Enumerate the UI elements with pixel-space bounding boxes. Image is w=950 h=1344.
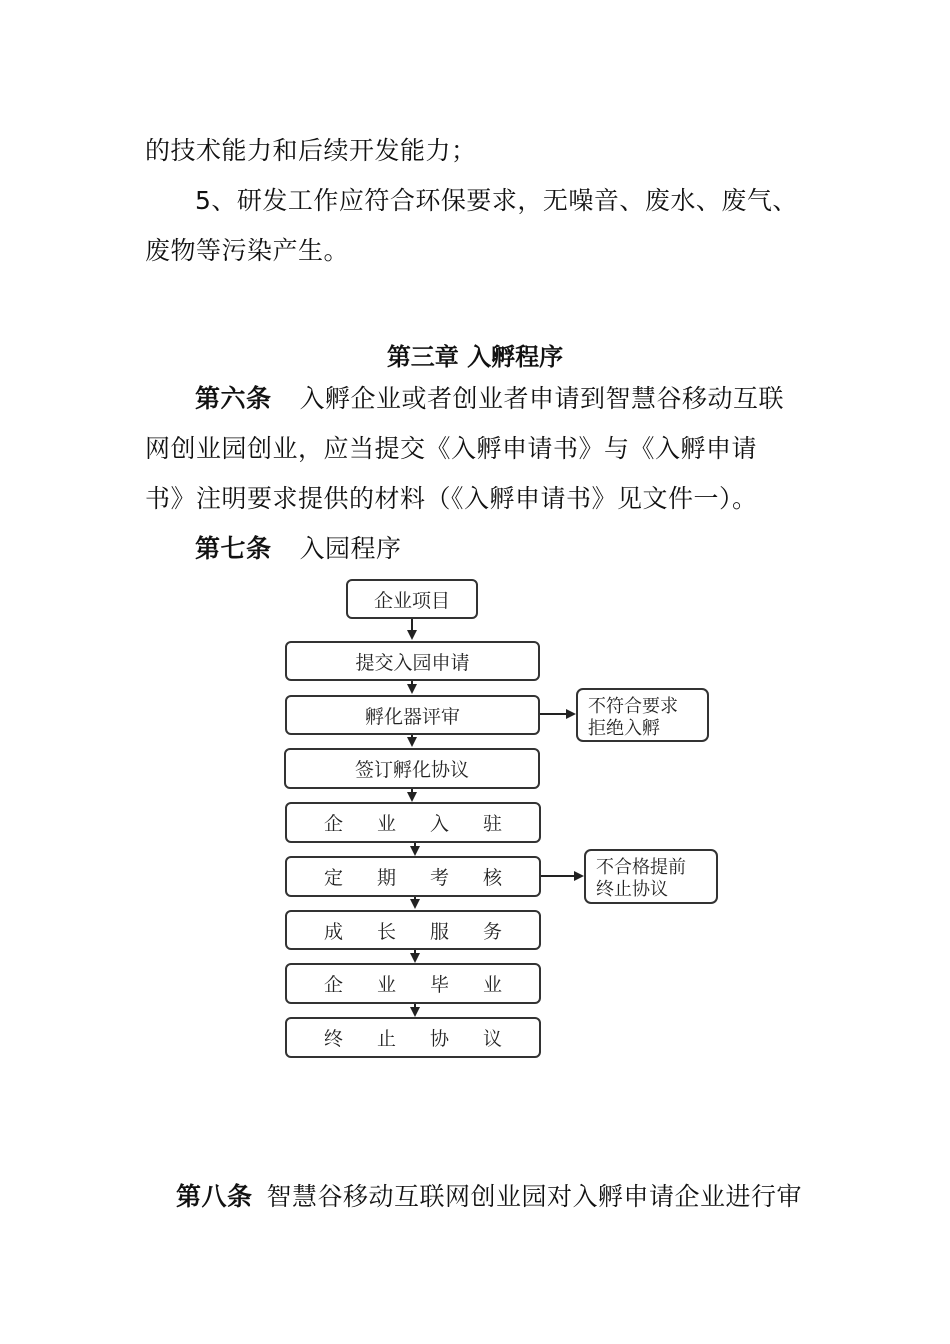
article-7-label: 第七条	[195, 534, 272, 563]
article-6-line: 网创业园创业，应当提交《入孵申请书》与《入孵申请	[145, 434, 758, 463]
flow-step: 企 业 毕 业	[285, 963, 541, 1004]
terminate-note-line: 不合格提前	[596, 857, 686, 878]
chapter-title: 第三章 入孵程序	[386, 343, 564, 371]
flow-step: 定 期 考 核	[285, 856, 541, 897]
reject-note	[576, 688, 709, 742]
flow-step: 成 长 服 务	[285, 910, 541, 950]
flow-step: 签订孵化协议	[284, 748, 540, 789]
article-6-line: 书》注明要求提供的材料（《入孵申请书》见文件一）。	[145, 484, 758, 513]
paragraph-line: 5、研发工作应符合环保要求，无噪音、废水、废气、	[195, 186, 798, 215]
paragraph-line: 废物等污染产生。	[145, 236, 350, 265]
terminate-note	[584, 849, 718, 904]
article-6-text: 入孵企业或者创业者申请到智慧谷移动互联	[299, 384, 785, 413]
paragraph-line: 的技术能力和后续开发能力；	[145, 136, 477, 165]
article-6-label: 第六条	[195, 384, 272, 413]
flow-step: 企 业 入 驻	[285, 802, 541, 843]
flow-step: 终 止 协 议	[285, 1017, 541, 1058]
flow-step: 提交入园申请	[285, 641, 540, 681]
reject-note-line: 不符合要求	[588, 696, 678, 717]
reject-note-line: 拒绝入孵	[588, 718, 660, 739]
article-8-line	[176, 1182, 802, 1212]
article-8-text: 智慧谷移动互联网创业园对入孵申请企业进行审	[266, 1182, 803, 1211]
flow-step: 孵化器评审	[285, 695, 540, 735]
article-7-text: 入园程序	[299, 534, 402, 563]
terminate-note-line: 终止协议	[596, 879, 668, 900]
flow-step: 企业项目	[346, 579, 478, 619]
article-8-label: 第八条	[176, 1182, 253, 1211]
